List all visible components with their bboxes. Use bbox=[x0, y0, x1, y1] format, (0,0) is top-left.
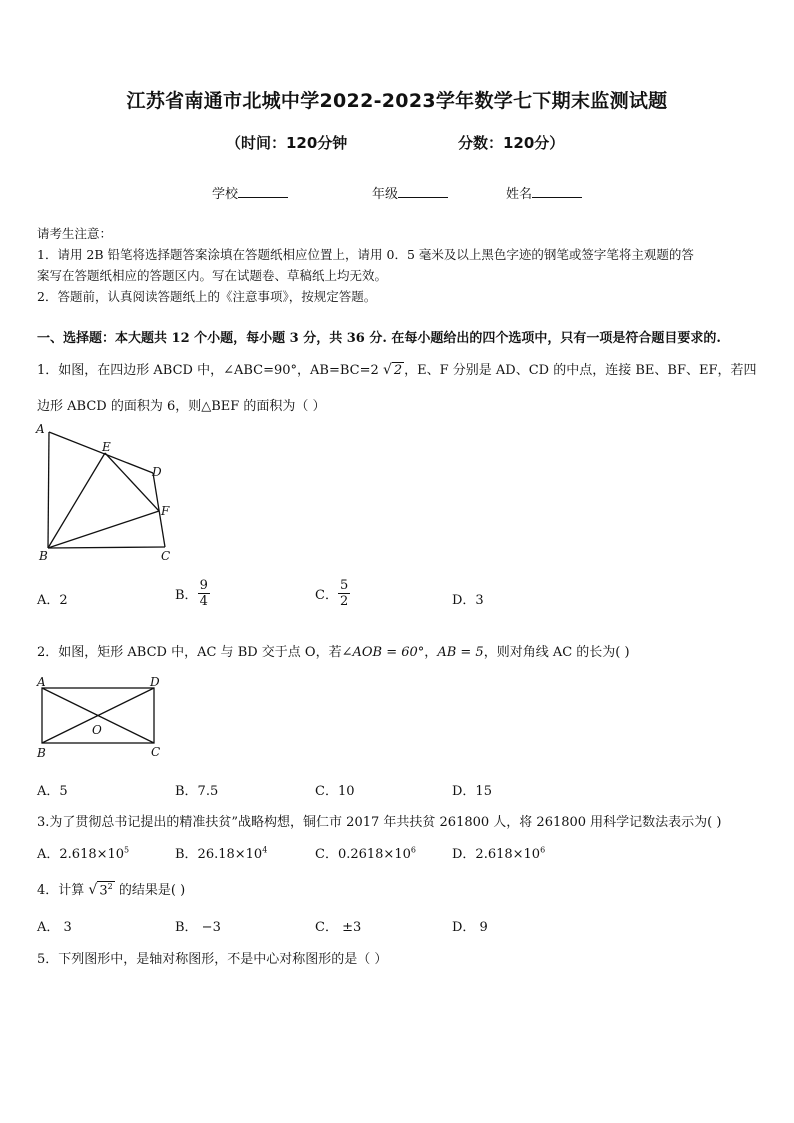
school-label: 学校 bbox=[212, 187, 239, 202]
sqrt-icon: √ bbox=[88, 882, 98, 898]
q2-separator: ， bbox=[424, 645, 438, 660]
q1-figure bbox=[30, 420, 180, 565]
q4-option-a: A． 3 bbox=[37, 920, 72, 935]
q2-option-b: B．7.5 bbox=[175, 784, 219, 799]
q1-option-b bbox=[175, 578, 210, 609]
q3-option-d-exponent: 6 bbox=[540, 845, 546, 855]
q4-option-d: D． 9 bbox=[452, 920, 488, 935]
q3-option-a-exponent: 5 bbox=[124, 845, 130, 855]
fraction-denominator: 4 bbox=[199, 594, 208, 609]
q1-option-b-prefix: B． bbox=[175, 588, 198, 603]
q3-option-d-base: D．2.618×10 bbox=[452, 847, 541, 862]
label-c: C bbox=[151, 745, 161, 759]
q1-option-c bbox=[315, 578, 350, 609]
q2-text-a: 2．如图，矩形 ABCD 中，AC 与 BD 交于点 O，若 bbox=[37, 645, 342, 660]
fraction-denominator: 2 bbox=[339, 594, 349, 609]
sqrt-icon: √ bbox=[382, 362, 392, 378]
q2-math-angle: ∠AOB = 60° bbox=[341, 645, 425, 660]
q3-text: 3.为了贯彻总书记提出的精准扶贫”战略构想，铜仁市 2017 年共扶贫 261800 人，将 261800 用科学记数法表示为( ) bbox=[37, 815, 722, 830]
notice-line2: 2．答题前，认真阅读答题纸上的《注意事项》，按规定答题。 bbox=[37, 289, 377, 304]
q3-option-b bbox=[175, 843, 267, 862]
q1-option-c-fraction bbox=[338, 578, 350, 609]
q4-option-c: C． ±3 bbox=[315, 920, 362, 935]
name-blank bbox=[532, 185, 582, 198]
score-label: 分数：120分） bbox=[458, 134, 565, 152]
q3-option-d bbox=[452, 843, 545, 862]
q4-text-a: 4．计算 bbox=[37, 883, 85, 898]
edge-bc bbox=[48, 547, 165, 548]
label-f: F bbox=[161, 504, 170, 518]
q2-figure bbox=[30, 672, 170, 762]
q4-line bbox=[37, 879, 185, 898]
q4-option-b: B． −3 bbox=[175, 920, 221, 935]
exam-title: 江苏省南通市北城中学2022-2023学年数学七下期末监测试题 bbox=[126, 90, 668, 112]
q4-sqrt-exponent: 2 bbox=[107, 881, 113, 891]
q1-sqrt-arg: 2 bbox=[393, 363, 403, 378]
label-a: A bbox=[36, 422, 45, 436]
time-label: （时间：120分钟 bbox=[226, 134, 348, 152]
label-b: B bbox=[37, 746, 46, 760]
q2-option-a: A．5 bbox=[37, 784, 68, 799]
q3-option-a-base: A．2.618×10 bbox=[37, 847, 125, 862]
q1-option-c-prefix: C． bbox=[315, 588, 338, 603]
q4-sqrt-base: 3 bbox=[99, 883, 108, 898]
notice-line1b: 案写在答题纸相应的答题区内。写在试题卷、草稿纸上均无效。 bbox=[37, 268, 388, 283]
q2-option-c: C．10 bbox=[315, 784, 355, 799]
name-field bbox=[506, 183, 582, 202]
q2-math-ab: AB = 5 bbox=[437, 645, 484, 660]
q1-text-b: ，E、F 分别是 AD、CD 的中点，连接 BE、BF、EF，若四 bbox=[404, 363, 757, 378]
label-o: O bbox=[92, 723, 102, 737]
q5-text: 5．下列图形中，是轴对称图形，不是中心对称图形的是（ ） bbox=[37, 952, 388, 967]
q1-line2: 边形 ABCD 的面积为 6，则△BEF 的面积为（ ） bbox=[37, 399, 326, 414]
q3-option-c-base: C．0.2618×10 bbox=[315, 847, 411, 862]
q3-option-c bbox=[315, 843, 416, 862]
q1-line1 bbox=[37, 359, 757, 378]
label-d: D bbox=[150, 675, 160, 689]
segment-ef bbox=[105, 453, 159, 511]
grade-blank bbox=[398, 185, 448, 198]
q1-option-d: D．3 bbox=[452, 593, 484, 608]
notice-heading: 请考生注意： bbox=[37, 226, 113, 241]
school-field bbox=[212, 183, 288, 202]
edge-da bbox=[49, 432, 153, 473]
label-d: D bbox=[152, 465, 162, 479]
segment-be bbox=[48, 453, 105, 548]
notice-line1: 1．请用 2B 铅笔将选择题答案涂填在答题纸相应位置上，请用 0．5 毫米及以上黑色字迹的钢笔或签字笔将主观题的答 bbox=[37, 247, 694, 262]
label-a: A bbox=[37, 675, 46, 689]
q2-text-b: ，则对角线 AC 的长为( ) bbox=[483, 645, 630, 660]
label-b: B bbox=[39, 549, 48, 563]
edge-ab bbox=[48, 432, 49, 548]
label-e: E bbox=[102, 440, 111, 454]
q3-option-b-base: B．26.18×10 bbox=[175, 847, 263, 862]
school-blank bbox=[238, 185, 288, 198]
q4-text-b: 的结果是( ) bbox=[118, 883, 186, 898]
segment-bf bbox=[48, 511, 159, 548]
q1-option-a: A．2 bbox=[37, 593, 68, 608]
q3-option-b-exponent: 4 bbox=[262, 845, 268, 855]
grade-label: 年级 bbox=[372, 187, 399, 202]
q2-line1 bbox=[37, 641, 630, 660]
name-label: 姓名 bbox=[506, 187, 533, 202]
fraction-numerator: 5 bbox=[339, 578, 349, 593]
q4-sqrt-expression bbox=[97, 881, 114, 898]
q1-option-b-fraction bbox=[198, 578, 210, 609]
q2-option-d: D．15 bbox=[452, 784, 492, 799]
fraction-numerator: 9 bbox=[199, 578, 208, 593]
grade-field bbox=[372, 183, 448, 202]
label-c: C bbox=[161, 549, 171, 563]
q3-option-a bbox=[37, 843, 129, 862]
section1-heading: 一、选择题：本大题共 12 个小题，每小题 3 分，共 36 分. 在每小题给出的四个选项中，只有一项是符合题目要求的. bbox=[37, 331, 721, 346]
q1-text-a: 1．如图，在四边形 ABCD 中，∠ABC=90°，AB=BC=2 bbox=[37, 363, 379, 378]
q3-option-c-exponent: 6 bbox=[410, 845, 416, 855]
